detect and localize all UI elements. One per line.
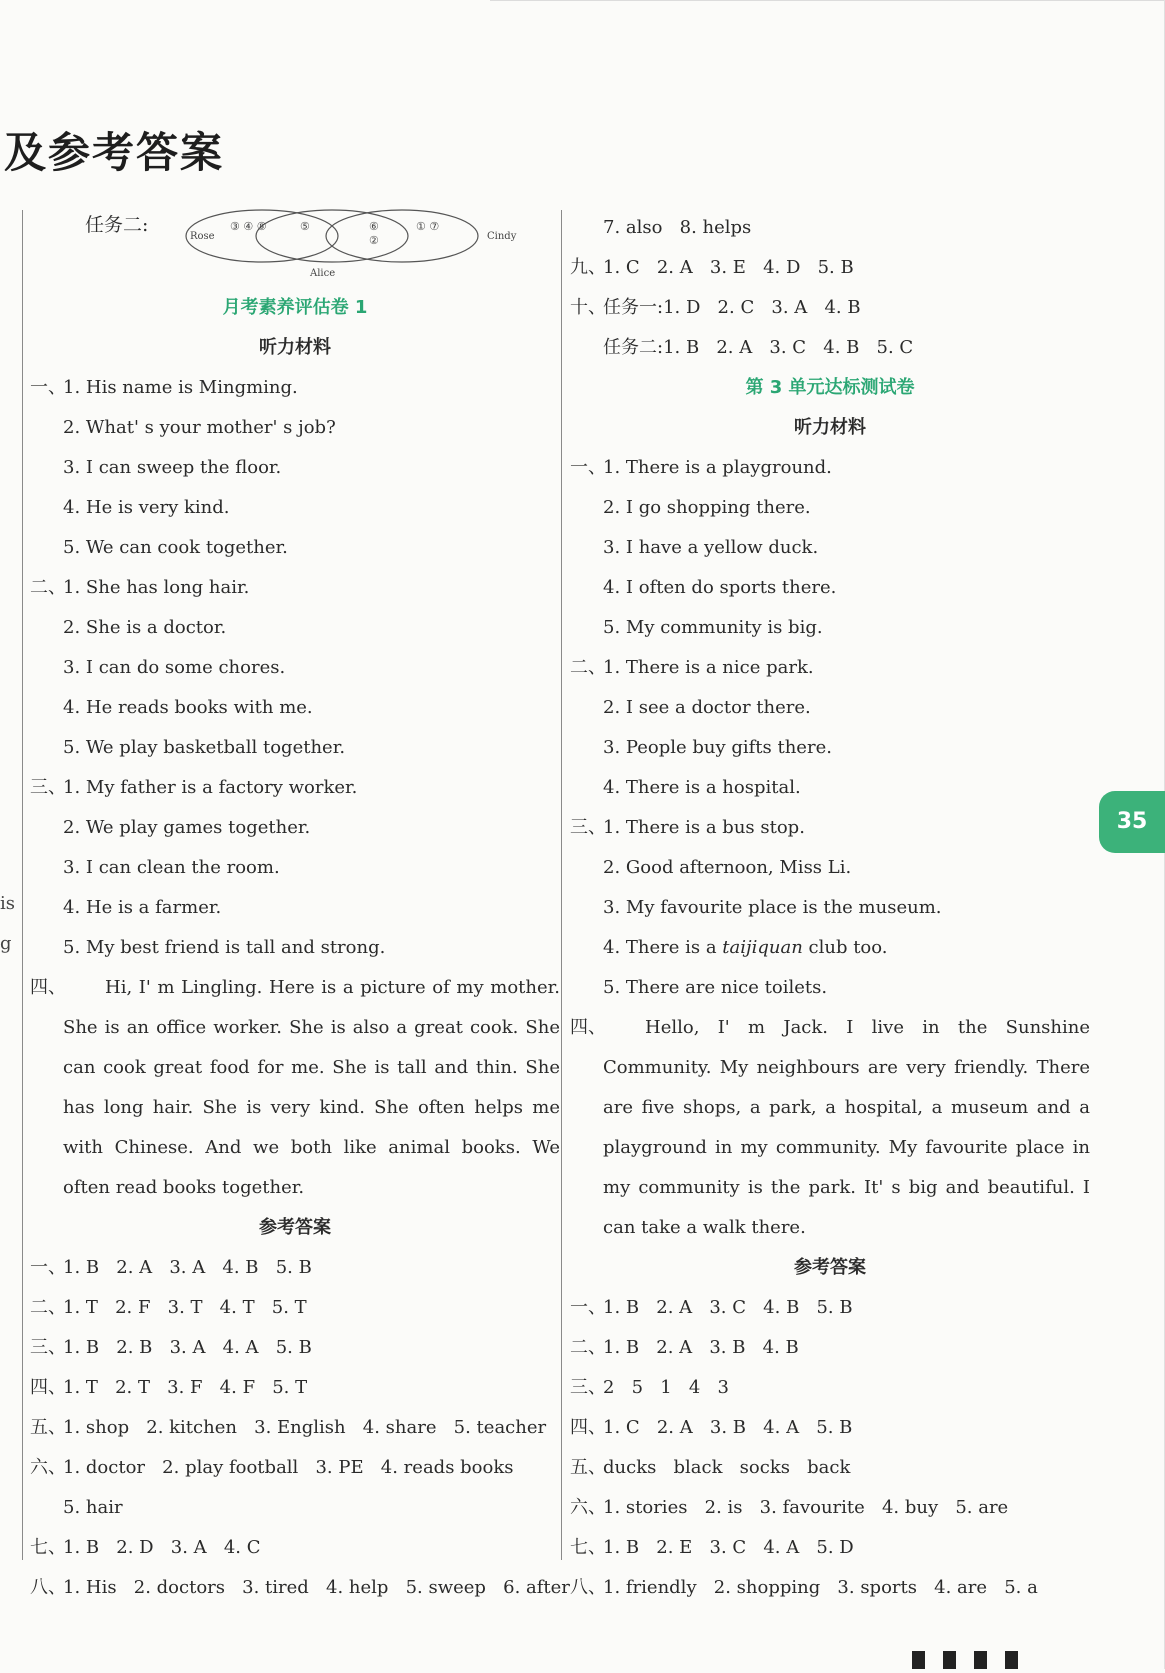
item-number: 三、 [570,1377,606,1398]
item-text: 3. My favourite place is the museum. [603,897,942,918]
item-text: 2. She is a doctor. [63,617,227,638]
list-item [30,1528,560,1568]
list-item [570,488,1090,528]
item-text: 1. There is a bus stop. [603,817,805,838]
list-item [30,1328,560,1368]
item-text: 7. also 8. helps [603,217,752,238]
item-text: 3. I have a yellow duck. [603,537,819,558]
item-text: 5. My best friend is tall and strong. [63,937,386,958]
item-number: 八、 [30,1577,66,1598]
left-answers-list [30,1248,570,1608]
list-item [570,608,1090,648]
list-item [570,1408,1090,1448]
item-text: 1. C 2. A 3. B 4. A 5. B [603,1417,853,1438]
section-title: 第 3 单元达标测试卷 [745,377,915,398]
item-number: 七、 [570,1537,606,1558]
item-text: 1. friendly 2. shopping 3. sports 4. are 5. a [603,1577,1038,1598]
item-number: 二、 [570,657,606,678]
item-number: 六、 [570,1497,606,1518]
print-mark [943,1651,956,1669]
item-text: 2. I go shopping there. [603,497,811,518]
item-text: 1. B 2. A 3. B 4. B [603,1337,799,1358]
edge-fragment: g [0,933,12,954]
item-text: 2 5 1 4 3 [603,1377,729,1398]
item-text: 1. She has long hair. [63,577,250,598]
print-mark [912,1651,925,1669]
right-listening-list [570,448,1090,928]
right-passage [570,1008,1090,1248]
top-border-line [490,0,1165,1]
list-item [570,848,1090,888]
item-text: 2. What' s your mother' s job? [63,417,336,438]
list-item [30,888,560,928]
list-item [30,928,560,968]
item-number: 二、 [30,577,66,598]
item-text: 5. There are nice toilets. [603,977,828,998]
item-text: 任务一:1. D 2. C 3. A 4. B [603,297,861,318]
registration-marks [912,1651,1036,1673]
left-column-rule [22,210,23,1560]
list-item [570,208,1090,248]
list-item [570,1528,1090,1568]
list-item [570,768,1090,808]
list-item [570,1288,1090,1328]
item-text: 2. We play games together. [63,817,311,838]
item-text: 3. I can do some chores. [63,657,286,678]
venn-region-rose-alice: ⑤ [300,220,310,233]
left-listening-list [30,368,560,968]
list-item [570,328,1090,368]
page-number-tab: 35 [1099,791,1165,853]
venn-region-alice-cindy: ⑥ [369,220,379,233]
listening-title: 听力材料 [259,337,331,358]
list-item [30,1288,560,1328]
item-text: 4. There is a [603,937,723,958]
list-item [30,1368,560,1408]
answers-title: 参考答案 [259,1217,331,1238]
item-text: 5. My community is big. [603,617,823,638]
list-item [570,248,1090,288]
list-item [30,768,560,808]
item-text: 1. My father is a factory worker. [63,777,358,798]
passage-text: Hi, I' m Lingling. Here is a picture of my mother. She is an office worker. She is also a great cook. She can cook great food for me. She is tall and thin. She has long hair. She is very kind. She often helps me with Chinese. And we both like animal books. We often read books together. [63,977,560,1198]
item-text: 5. We play basketball together. [63,737,346,758]
item-number: 一、 [570,457,606,478]
item-text: 2. I see a doctor there. [603,697,811,718]
item-italic: taijiquan [722,937,803,958]
answers-title: 参考答案 [794,1257,866,1278]
venn-region-cindy: ① ⑦ [416,220,440,233]
list-item [30,408,560,448]
list-item [570,288,1090,328]
left-passage [30,968,560,1208]
passage-text: Hello, I' m Jack. I live in the Sunshine Community. My neighbours are very friendly. There are five shops, a park, a hospital, a museum and a playground in my community. My favourite place in my community is the park. It' s big and beautiful. I can take a walk there. [603,1017,1090,1238]
item-number: 一、 [30,1257,66,1278]
list-item [570,568,1090,608]
venn-ellipse [256,210,408,262]
item-number: 五、 [570,1457,606,1478]
item-text: 1. There is a nice park. [603,657,814,678]
list-item [30,1488,560,1528]
item-text: 3. I can clean the room. [63,857,280,878]
item-text: 任务二:1. B 2. A 3. C 4. B 5. C [603,337,914,358]
print-mark [974,1651,987,1669]
center-column-rule [561,210,562,1560]
item-text: 1. stories 2. is 3. favourite 4. buy 5. are [603,1497,1009,1518]
list-item [570,1328,1090,1368]
list-item [570,888,1090,928]
list-item [30,1448,560,1488]
item-number: 四、 [570,1417,606,1438]
list-item [30,528,560,568]
list-item [570,928,1090,968]
list-item [30,368,560,408]
venn-task [30,208,560,288]
item-text: club too. [802,937,888,958]
list-item [570,648,1090,688]
list-item [30,1408,560,1448]
item-text: 1. T 2. T 3. F 4. F 5. T [63,1377,308,1398]
item-number: 一、 [30,377,66,398]
print-mark [1005,1651,1018,1669]
list-item [570,808,1090,848]
section-title: 月考素养评估卷 1 [222,297,368,318]
item-number: 六、 [30,1457,66,1478]
venn-name-cindy: Cindy [487,231,517,242]
list-item [30,448,560,488]
right-top-answers [570,208,1090,368]
right-answers-list [570,1288,1090,1608]
item-text: 1. His name is Mingming. [63,377,298,398]
item-number: 十、 [570,297,606,318]
item-text: 1. B 2. D 3. A 4. C [63,1537,261,1558]
passage-number: 四、 [570,1017,606,1038]
item-number: 九、 [570,257,606,278]
list-item [570,1368,1090,1408]
item-text: 1. shop 2. kitchen 3. English 4. share 5. teacher [63,1417,547,1438]
item-number: 八、 [570,1577,606,1598]
item-text: 5. hair [63,1497,123,1518]
list-item [30,1248,560,1288]
item-text: 1. His 2. doctors 3. tired 4. help 5. sweep 6. after [63,1577,570,1598]
item-number: 四、 [30,1377,66,1398]
item-number: 三、 [30,777,66,798]
item-text: 4. He reads books with me. [63,697,313,718]
item-text: 3. I can sweep the floor. [63,457,282,478]
venn-region-rose: ③ ④ ⑧ [230,220,267,233]
list-item [30,728,560,768]
item-text: 1. B 2. A 3. C 4. B 5. B [603,1297,853,1318]
item-text: 1. C 2. A 3. E 4. D 5. B [603,257,854,278]
right-column [570,208,1090,1608]
item-text: 4. I often do sports there. [603,577,837,598]
list-item [570,968,1090,1008]
item-text: 4. He is very kind. [63,497,230,518]
item-text: 3. People buy gifts there. [603,737,832,758]
venn-diagram [150,208,550,286]
task2-label: 任务二: [85,214,149,236]
venn-name-alice: Alice [310,268,336,279]
item-number: 三、 [30,1337,66,1358]
venn-name-rose: Rose [190,231,215,242]
item-text: 2. Good afternoon, Miss Li. [603,857,852,878]
item-text: 4. He is a farmer. [63,897,222,918]
item-text: 1. B 2. A 3. A 4. B 5. B [63,1257,312,1278]
list-item [30,1568,570,1608]
item-text: 1. B 2. E 3. C 4. A 5. D [603,1537,854,1558]
item-number: 二、 [30,1297,66,1318]
item-text: ducks black socks back [603,1457,851,1478]
edge-fragment: is [0,893,15,914]
item-number: 二、 [570,1337,606,1358]
item-number: 七、 [30,1537,66,1558]
item-text: 1. There is a playground. [603,457,832,478]
list-item [30,568,560,608]
item-number: 一、 [570,1297,606,1318]
item-text: 1. doctor 2. play football 3. PE 4. reads books [63,1457,514,1478]
venn-ellipse [326,210,478,262]
item-text: 1. T 2. F 3. T 4. T 5. T [63,1297,307,1318]
list-item [570,728,1090,768]
passage-number: 四、 [30,977,66,998]
venn-region-alice-cindy-2: ② [369,234,379,247]
list-item [30,808,560,848]
item-number: 三、 [570,817,606,838]
item-text: 5. We can cook together. [63,537,288,558]
list-item [570,1448,1090,1488]
list-item [30,648,560,688]
list-item [570,1568,1090,1608]
item-text: 1. B 2. B 3. A 4. A 5. B [63,1337,312,1358]
list-item [570,1488,1090,1528]
list-item [30,848,560,888]
list-item [30,608,560,648]
page-title: 及参考答案 [4,128,225,177]
list-item [30,688,560,728]
list-item [30,488,560,528]
list-item [570,528,1090,568]
list-item [570,688,1090,728]
list-item [570,448,1090,488]
item-number: 五、 [30,1417,66,1438]
item-text: 4. There is a hospital. [603,777,801,798]
listening-title: 听力材料 [794,417,866,438]
left-column [30,208,570,1608]
